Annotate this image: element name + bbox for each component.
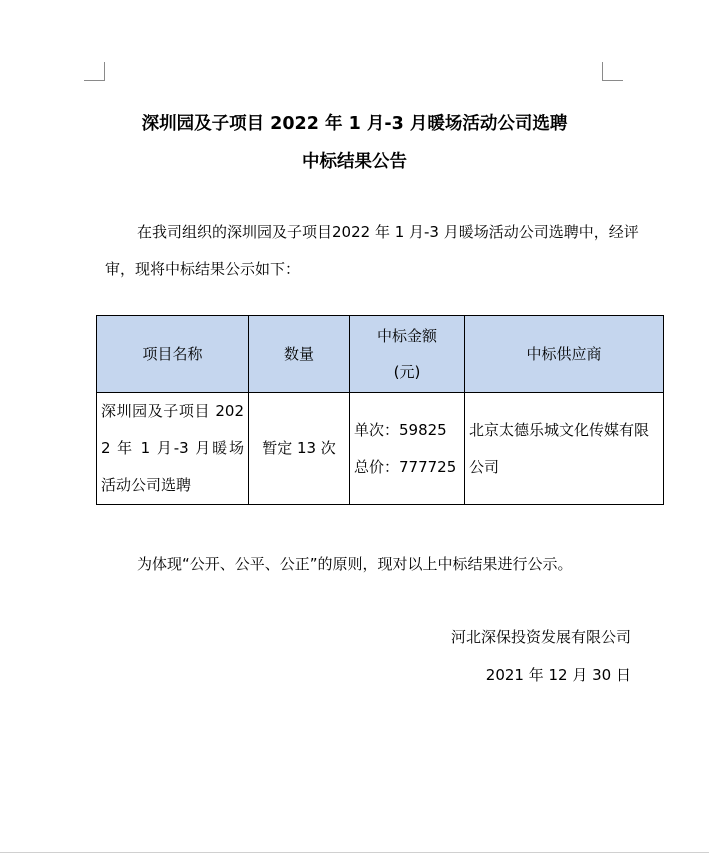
cell-supplier: 北京太德乐城文化传媒有限公司 bbox=[465, 393, 664, 505]
intro-paragraph: 在我司组织的深圳园及子项目2022 年 1 月-3 月暖场活动公司选聘中，经评审，现将中标结果公示如下： bbox=[105, 223, 639, 278]
cell-quantity: 暂定 13 次 bbox=[249, 393, 350, 505]
result-table bbox=[96, 315, 664, 505]
page-bottom-divider bbox=[0, 852, 709, 853]
cell-project-name: 深圳园及子项目 2022 年 1 月-3 月暖场活动公司选聘 bbox=[97, 393, 249, 505]
signature-date: 2021 年 12 月 30 日 bbox=[485, 666, 631, 684]
document-title-line1: 深圳园及子项目 2022 年 1 月-3 月暖场活动公司选聘 bbox=[141, 114, 568, 134]
header-quantity: 数量 bbox=[249, 316, 350, 393]
header-project-name: 项目名称 bbox=[97, 316, 249, 393]
crop-mark-top-right bbox=[602, 62, 623, 81]
header-amount: 中标金额 (元) bbox=[350, 316, 465, 393]
table-header-row bbox=[97, 316, 664, 393]
document-title-line2: 中标结果公告 bbox=[302, 152, 407, 172]
signature-company: 河北深保投资发展有限公司 bbox=[450, 628, 631, 646]
header-supplier: 中标供应商 bbox=[465, 316, 664, 393]
amount-total-price: 总价：777725 bbox=[354, 457, 457, 476]
cell-amount bbox=[350, 393, 465, 505]
table-row bbox=[97, 393, 664, 505]
amount-unit-price: 单次：59825 bbox=[354, 420, 447, 439]
closing-paragraph: 为体现“公开、公平、公正”的原则，现对以上中标结果进行公示。 bbox=[137, 555, 573, 573]
crop-mark-top-left bbox=[84, 62, 105, 81]
